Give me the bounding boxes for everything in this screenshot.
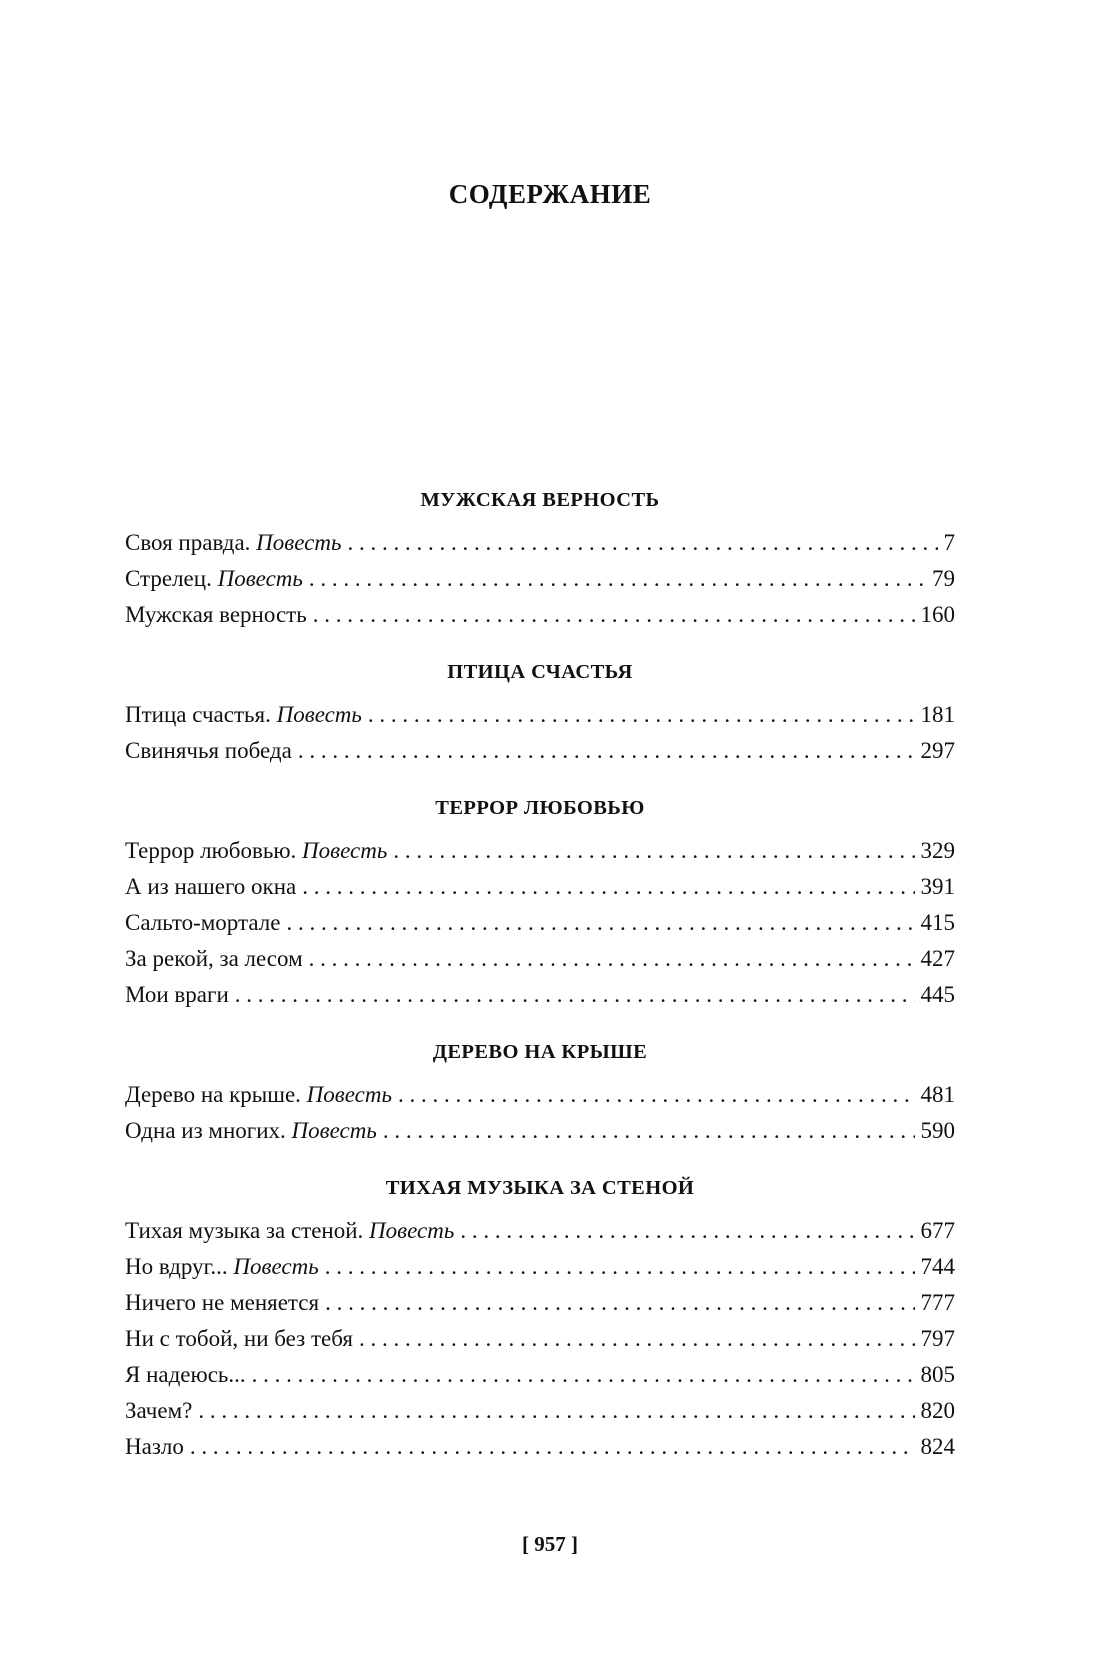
entry-list — [125, 697, 955, 769]
entry-title: Мои враги — [125, 982, 229, 1007]
dot-leader — [359, 1321, 915, 1357]
entry-title-group — [125, 941, 309, 977]
dot-leader — [313, 597, 915, 633]
dot-leader — [398, 1077, 915, 1113]
entry-title-group — [125, 1429, 190, 1465]
dot-leader — [368, 697, 915, 733]
entry-title: За рекой, за лесом — [125, 946, 303, 971]
entry-page-number: 590 — [920, 1118, 955, 1143]
entry-note: Повесть — [256, 530, 342, 555]
toc-section — [125, 1174, 955, 1465]
entry-page-number: 160 — [920, 602, 955, 627]
toc-section — [125, 794, 955, 1013]
entry-title-group — [125, 733, 298, 769]
entry-page-number: 797 — [920, 1326, 955, 1351]
dot-leader — [325, 1285, 914, 1321]
entry-title: Свинячья победа — [125, 738, 292, 763]
page-title: СОДЕРЖАНИЕ — [448, 179, 652, 209]
entry-title: Зачем? — [125, 1398, 193, 1423]
toc-entry — [125, 561, 955, 597]
entry-title-group — [125, 1249, 325, 1285]
dot-leader — [347, 525, 937, 561]
entry-page-number: 824 — [920, 1434, 955, 1459]
entry-page-number: 805 — [920, 1362, 955, 1387]
entry-note: Повесть — [369, 1218, 455, 1243]
entry-title-group — [125, 977, 235, 1013]
entry-page-number: 79 — [932, 566, 955, 591]
entry-title-group — [125, 697, 368, 733]
entry-page-number: 677 — [920, 1218, 955, 1243]
section-heading: ДЕРЕВО НА КРЫШЕ — [432, 1041, 648, 1063]
entry-page-number: 445 — [920, 982, 955, 1007]
dot-leader — [460, 1213, 914, 1249]
entry-note: Повесть — [233, 1254, 319, 1279]
toc-entry — [125, 905, 955, 941]
section-heading: МУЖСКАЯ ВЕРНОСТЬ — [420, 489, 660, 511]
entry-page-number: 427 — [920, 946, 955, 971]
entry-note: Повесть — [306, 1082, 392, 1107]
entry-title: Тихая музыка за стеной. — [125, 1218, 364, 1243]
entry-page-number: 415 — [920, 910, 955, 935]
dot-leader — [302, 869, 914, 905]
dot-leader — [198, 1393, 914, 1429]
entry-title-group — [125, 561, 309, 597]
toc-entry — [125, 1429, 955, 1465]
entry-title: Своя правда. — [125, 530, 251, 555]
entry-page-number: 744 — [920, 1254, 955, 1279]
toc-section — [125, 486, 955, 633]
section-heading: ТИХАЯ МУЗЫКА ЗА СТЕНОЙ — [385, 1177, 695, 1199]
toc-entry — [125, 1321, 955, 1357]
entry-note: Повесть — [217, 566, 303, 591]
entry-page-number: 777 — [920, 1290, 955, 1315]
toc-entry — [125, 977, 955, 1013]
entry-title: Ни с тобой, ни без тебя — [125, 1326, 353, 1351]
entry-note: Повесть — [302, 838, 388, 863]
dot-leader — [235, 977, 915, 1013]
entry-title: Я надеюсь... — [125, 1362, 246, 1387]
toc-section — [125, 658, 955, 769]
toc-entry — [125, 1393, 955, 1429]
dot-leader — [325, 1249, 915, 1285]
entry-list — [125, 1077, 955, 1149]
toc-entry — [125, 697, 955, 733]
entry-title-group — [125, 525, 347, 561]
dot-leader — [309, 941, 915, 977]
table-of-contents — [125, 486, 955, 1465]
entry-title: Одна из многих. — [125, 1118, 286, 1143]
entry-list — [125, 1213, 955, 1465]
toc-section — [125, 1038, 955, 1149]
toc-entry — [125, 1285, 955, 1321]
entry-title-group — [125, 1113, 383, 1149]
dot-leader — [298, 733, 915, 769]
entry-page-number: 391 — [920, 874, 955, 899]
dot-leader — [309, 561, 926, 597]
toc-entry — [125, 869, 955, 905]
entry-title: Ничего не меняется — [125, 1290, 320, 1315]
entry-page-number: 297 — [920, 738, 955, 763]
toc-entry — [125, 1113, 955, 1149]
entry-list — [125, 525, 955, 633]
entry-title: Но вдруг... — [125, 1254, 228, 1279]
entry-page-number: 181 — [920, 702, 955, 727]
entry-title-group — [125, 833, 393, 869]
section-heading: ПТИЦА СЧАСТЬЯ — [447, 661, 633, 683]
dot-leader — [393, 833, 914, 869]
entry-page-number: 329 — [920, 838, 955, 863]
entry-page-number: 7 — [943, 530, 955, 555]
entry-note: Повесть — [291, 1118, 377, 1143]
dot-leader — [286, 905, 914, 941]
entry-list — [125, 833, 955, 1013]
toc-entry — [125, 1077, 955, 1113]
toc-entry — [125, 597, 955, 633]
entry-page-number: 820 — [920, 1398, 955, 1423]
entry-title-group — [125, 905, 286, 941]
section-heading: ТЕРРОР ЛЮБОВЬЮ — [435, 797, 645, 819]
entry-title: А из нашего окна — [125, 874, 297, 899]
toc-entry — [125, 1357, 955, 1393]
toc-entry — [125, 941, 955, 977]
entry-title: Сальто-мортале — [125, 910, 281, 935]
dot-leader — [383, 1113, 915, 1149]
dot-leader — [190, 1429, 915, 1465]
entry-title-group — [125, 597, 313, 633]
toc-entry — [125, 1213, 955, 1249]
entry-title: Стрелец. — [125, 566, 212, 591]
entry-title-group — [125, 1213, 460, 1249]
page-number: [ 957 ] — [522, 1532, 578, 1556]
entry-title-group — [125, 1321, 359, 1357]
entry-title: Дерево на крыше. — [125, 1082, 301, 1107]
entry-title-group — [125, 1393, 198, 1429]
toc-entry — [125, 733, 955, 769]
entry-page-number: 481 — [920, 1082, 955, 1107]
toc-entry — [125, 833, 955, 869]
entry-title-group — [125, 1357, 252, 1393]
entry-title: Мужская верность — [125, 602, 307, 627]
entry-title: Птица счастья. — [125, 702, 271, 727]
entry-title: Назло — [125, 1434, 184, 1459]
entry-title-group — [125, 1077, 398, 1113]
toc-entry — [125, 525, 955, 561]
entry-note: Повесть — [276, 702, 362, 727]
dot-leader — [252, 1357, 915, 1393]
entry-title-group — [125, 1285, 325, 1321]
entry-title-group — [125, 869, 302, 905]
entry-title: Террор любовью. — [125, 838, 297, 863]
toc-entry — [125, 1249, 955, 1285]
